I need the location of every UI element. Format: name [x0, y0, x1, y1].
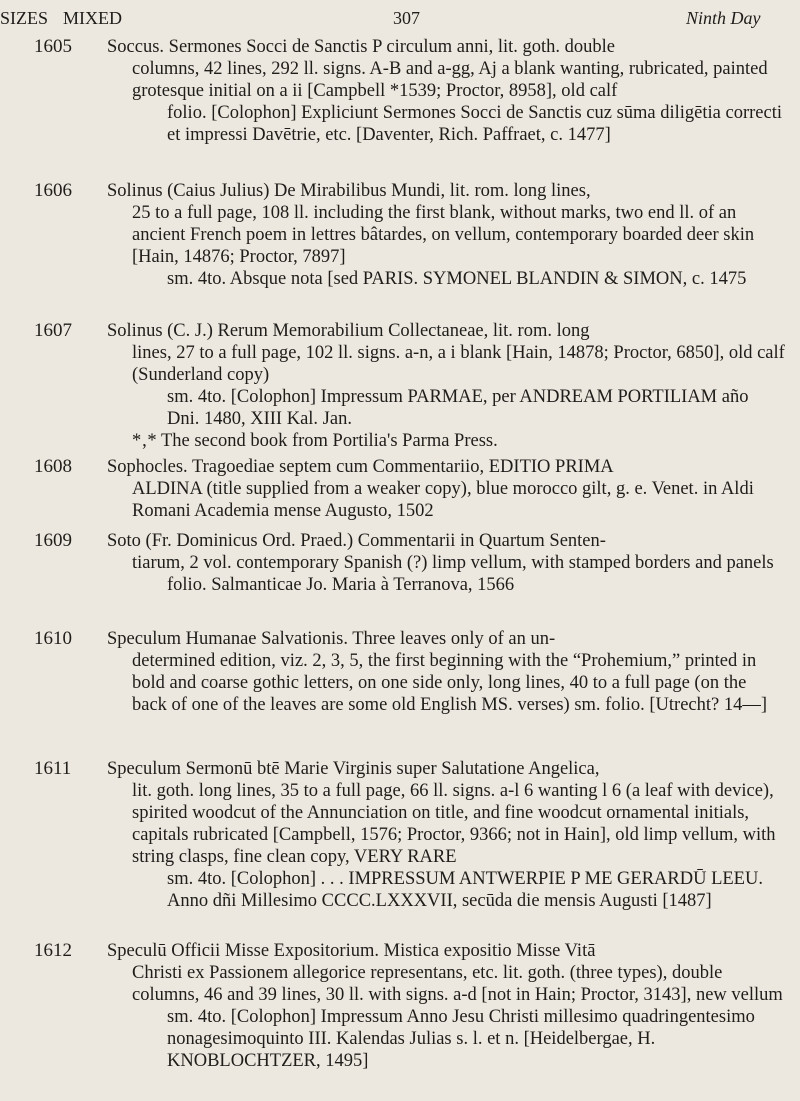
lot-number: 1605	[34, 36, 72, 57]
lot-number: 1608	[34, 456, 72, 477]
lot-number: 1612	[34, 940, 72, 961]
entry-first-line: Speculum Sermonū btē Marie Virginis super Salutatione Angelica,	[107, 759, 600, 779]
lot-number: 1609	[34, 530, 72, 551]
entry-colophon: sm. 4to. [Colophon] . . . IMPRESSUM ANTWERPIE P ME GERARDŪ LEEU. Anno dñi Millesimo CCCC.LXXXVII, secūda die mensis Augusti [1487]	[167, 869, 763, 911]
entry-colophon: sm. 4to. [Colophon] Impressum Anno Jesu Christi millesimo quadringentesimo nonagesimoquinto III. Kalendas Julias s. l. et n. [Heidelbergae, H. KNOBLOCHTZER, 1495]	[167, 1007, 755, 1071]
entry-description: determined edition, viz. 2, 3, 5, the first beginning with the “Prohemium,” printed in bold and coarse gothic letters, on one side only, long lines, 40 to a full page (on the back of one of the leaves are some old English MS. verses) sm. folio. [Utrecht? 14—]	[132, 651, 767, 715]
entry-first-line: Soto (Fr. Dominicus Ord. Praed.) Commentarii in Quartum Senten-	[107, 531, 606, 551]
entry-colophon: folio. Salmanticae Jo. Maria à Terranova, 1566	[167, 575, 515, 595]
entry-first-line: Solinus (Caius Julius) De Mirabilibus Mundi, lit. rom. long lines,	[107, 181, 591, 201]
entry-description: lit. goth. long lines, 35 to a full page, 66 ll. signs. a-l 6 wanting l 6 (a leaf with device), spirited woodcut of the Annunciation on title, and fine woodcut ornamental initials, capitals rubricated [Campbell, 1576; Proctor, 9366; not in Hain], old limp vellum, with string clasps, fine clean copy, VERY RARE	[132, 781, 776, 867]
entry-first-line: Speculū Officii Misse Expositorium. Mistica expositio Misse Vitā	[107, 941, 596, 961]
header-day: Ninth Day	[686, 8, 761, 28]
entry-first-line: Solinus (C. J.) Rerum Memorabilium Collectaneae, lit. rom. long	[107, 321, 590, 341]
entry-first-line: Sophocles. Tragoediae septem cum Commentariio, EDITIO PRIMA	[107, 457, 614, 477]
entry-description: columns, 42 lines, 292 ll. signs. A-B and a-gg, Aj a blank wanting, rubricated, painted grotesque initial on a ii [Campbell *1539; Proctor, 8958], old calf	[132, 59, 768, 101]
entry-colophon: sm. 4to. [Colophon] Impressum PARMAE, per ANDREAM PORTILIAM año Dni. 1480, XIII Kal. Jan.	[167, 387, 749, 429]
lot-number: 1610	[34, 628, 72, 649]
entry-description: 25 to a full page, 108 ll. including the first blank, without marks, two end ll. of an ancient French poem in lettres bâtardes, on vellum, contemporary boarded deer skin [Hain, 14876; Proctor, 7897]	[132, 203, 755, 267]
entry-colophon: folio. [Colophon] Expliciunt Sermones Socci de Sanctis cuz sūma diligētia correcti et impressi Davētrie, etc. [Daventer, Rich. Paffraet, c. 1477]	[167, 103, 782, 145]
entry-description: Christi ex Passionem allegorice representans, etc. lit. goth. (three types), double columns, 46 and 39 lines, 30 ll. with signs. a-d [not in Hain; Proctor, 3143], new vellum	[132, 963, 783, 1005]
running-header	[0, 6, 800, 34]
entry-description: lines, 27 to a full page, 102 ll. signs. a-n, a i blank [Hain, 14878; Proctor, 6850], old calf (Sunderland copy)	[132, 343, 785, 385]
entry-description: tiarum, 2 vol. contemporary Spanish (?) limp vellum, with stamped borders and panels	[132, 553, 774, 573]
header-sizes: SIZES	[0, 8, 49, 28]
header-mixed: MIXED	[63, 8, 122, 28]
lot-number: 1611	[34, 758, 72, 779]
entry-note: *‚* The second book from Portilia's Parma Press.	[132, 431, 498, 451]
lot-number: 1606	[34, 180, 72, 201]
lot-number: 1607	[34, 320, 72, 341]
entry-first-line: Soccus. Sermones Socci de Sanctis P circulum anni, lit. goth. double	[107, 37, 615, 57]
entry-first-line: Speculum Humanae Salvationis. Three leaves only of an un-	[107, 629, 556, 649]
entry-description: ALDINA (title supplied from a weaker copy), blue morocco gilt, g. e. Venet. in Aldi Romani Academia mense Augusto, 1502	[132, 479, 754, 521]
entry-colophon: sm. 4to. Absque nota [sed PARIS. SYMONEL BLANDIN & SIMON, c. 1475	[167, 269, 747, 289]
page-number: 307	[393, 8, 420, 28]
